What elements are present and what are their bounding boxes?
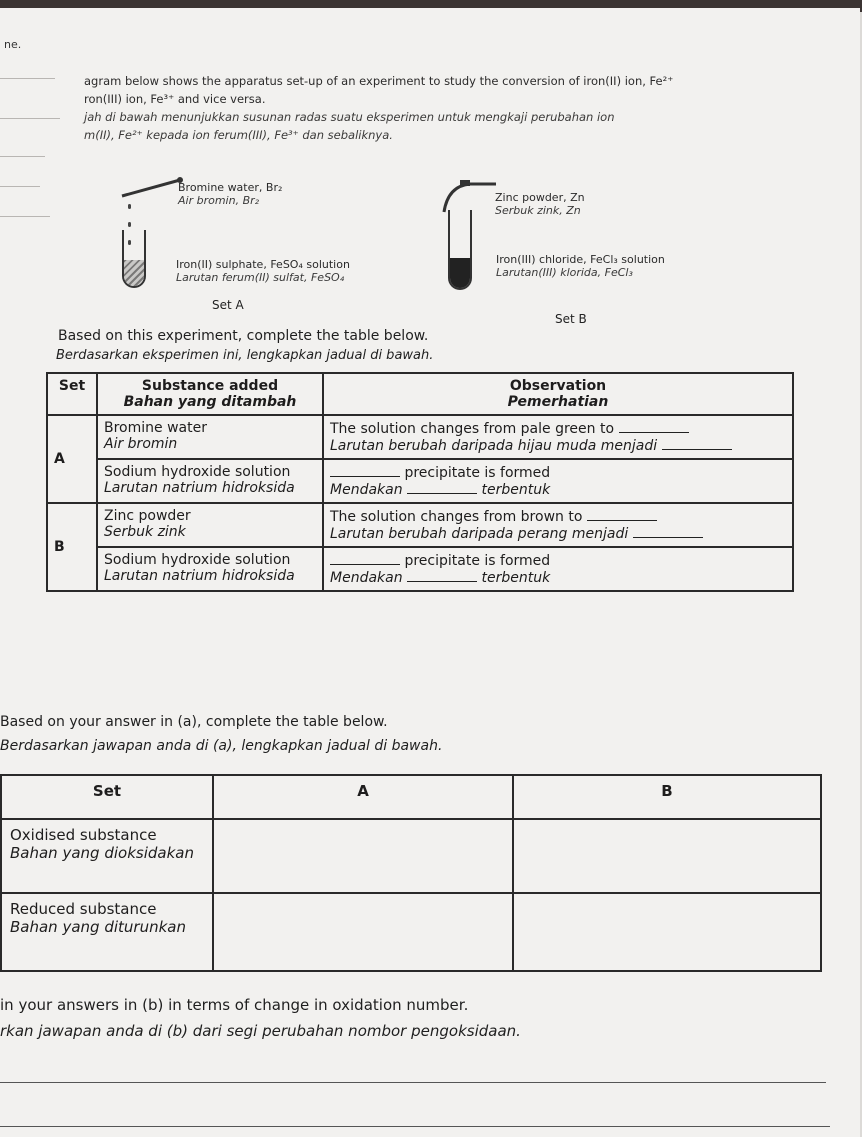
header-a: A xyxy=(213,775,513,819)
instruction-3-en: in your answers in (b) in terms of change in oxidation number. xyxy=(0,996,469,1014)
header-set: Set xyxy=(1,775,213,819)
answer-cell[interactable] xyxy=(513,819,821,893)
table-row xyxy=(1,893,821,971)
test-tube-a xyxy=(122,230,146,288)
instruction-2-en: Based on your answer in (a), complete the table below. xyxy=(0,714,388,730)
redox-table-header xyxy=(1,775,821,819)
header-set: Set xyxy=(47,373,97,415)
intro-en-line-2: ron(III) ion, Fe³⁺ and vice versa. xyxy=(84,92,266,106)
header-b: B xyxy=(513,775,821,819)
substance-cell: Sodium hydroxide solution Larutan natrium hidroksida xyxy=(97,547,323,591)
answer-cell[interactable] xyxy=(213,819,513,893)
feso4-solution xyxy=(124,260,144,286)
set-a-cell: A xyxy=(47,415,97,503)
answer-blank[interactable] xyxy=(633,525,703,538)
set-b-reagent-label: Zinc powder, Zn Serbuk zink, Zn xyxy=(495,191,585,217)
substance-cell: Bromine water Air bromin xyxy=(97,415,323,459)
header-observation: Observation Pemerhatian xyxy=(323,373,793,415)
intro-text xyxy=(84,72,844,144)
test-tube-b xyxy=(448,210,472,290)
instruction-2-ms: Berdasarkan jawapan anda di (a), lengkapkan jadual di bawah. xyxy=(0,738,443,754)
answer-blank[interactable] xyxy=(330,552,400,565)
answer-cell[interactable] xyxy=(213,893,513,971)
answer-blank[interactable] xyxy=(407,569,477,582)
substance-cell: Zinc powder Serbuk zink xyxy=(97,503,323,547)
instruction-3-ms: rkan jawapan anda di (b) dari segi perubahan nombor pengoksidaan. xyxy=(0,1022,521,1040)
intro-ms-line-1: jah di bawah menunjukkan susunan radas suatu eksperimen untuk mengkaji perubahan ion xyxy=(84,110,615,124)
answer-blank[interactable] xyxy=(587,508,657,521)
set-a-solution-label: Iron(II) sulphate, FeSO₄ solution Larutan ferum(II) sulfat, FeSO₄ xyxy=(176,258,350,284)
intro-ms-line-2: m(II), Fe²⁺ kepada ion ferum(III), Fe³⁺ dan sebaliknya. xyxy=(84,128,393,142)
instruction-1-en: Based on this experiment, complete the table below. xyxy=(58,328,429,344)
instruction-1-ms: Berdasarkan eksperimen ini, lengkapkan jadual di bawah. xyxy=(56,348,434,363)
header-substance: Substance added Bahan yang ditambah xyxy=(97,373,323,415)
spatula-icon xyxy=(440,180,500,214)
corner-mark: ne. xyxy=(4,38,22,51)
observation-cell: precipitate is formed Mendakan terbentuk xyxy=(323,459,793,503)
answer-blank[interactable] xyxy=(330,464,400,477)
set-b-label: Set B xyxy=(555,312,587,326)
set-a-label: Set A xyxy=(212,298,244,312)
intro-en-line-1: agram below shows the apparatus set-up of an experiment to study the conversion of iron(II) ion, Fe²⁺ xyxy=(84,74,674,88)
drop-icon xyxy=(128,204,131,209)
answer-cell[interactable] xyxy=(513,893,821,971)
table-row xyxy=(1,819,821,893)
observation-cell: precipitate is formed Mendakan terbentuk xyxy=(323,547,793,591)
substance-cell: Sodium hydroxide solution Larutan natrium hidroksida xyxy=(97,459,323,503)
set-b-solution-label: Iron(III) chloride, FeCl₃ solution Larutan(III) klorida, FeCl₃ xyxy=(496,253,665,279)
reduced-label-cell: Reduced substance Bahan yang diturunkan xyxy=(1,893,213,971)
answer-line[interactable] xyxy=(0,1126,830,1127)
table-row xyxy=(47,547,793,591)
drop-icon xyxy=(128,222,131,227)
set-a-reagent-label: Bromine water, Br₂ Air bromin, Br₂ xyxy=(178,181,283,207)
answer-blank[interactable] xyxy=(407,481,477,494)
answer-line[interactable] xyxy=(0,1082,826,1083)
table-row xyxy=(47,415,793,459)
set-b-cell: B xyxy=(47,503,97,591)
answer-blank[interactable] xyxy=(662,437,732,450)
observation-cell: The solution changes from brown to Larutan berubah daripada perang menjadi xyxy=(323,503,793,547)
observation-table xyxy=(46,372,794,592)
table-row xyxy=(47,503,793,547)
observation-table-header xyxy=(47,373,793,415)
answer-blank[interactable] xyxy=(619,420,689,433)
observation-cell: The solution changes from pale green to Larutan berubah daripada hijau muda menjadi xyxy=(323,415,793,459)
fecl3-solution xyxy=(450,258,470,288)
table-row xyxy=(47,459,793,503)
oxidised-label-cell: Oxidised substance Bahan yang dioksidakan xyxy=(1,819,213,893)
redox-table xyxy=(0,774,822,972)
